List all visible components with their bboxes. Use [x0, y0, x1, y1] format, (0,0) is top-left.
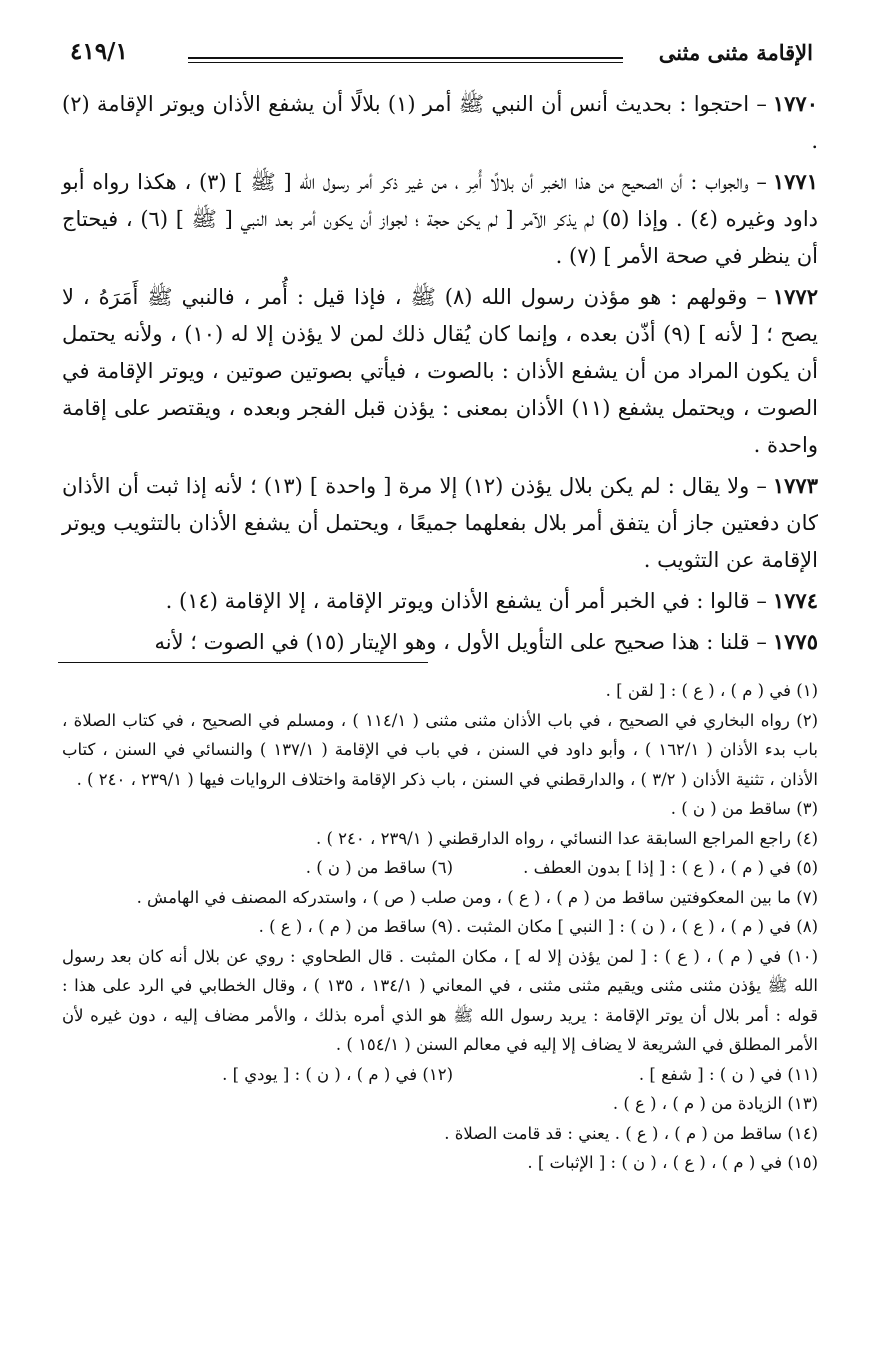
footnote-5: (٥) في ( م ) ، ( ع ) : [ إذا ] بدون العطف .	[523, 858, 818, 877]
footnote-3: (٣) ساقط من ( ن ) .	[670, 799, 818, 818]
paragraph-text: – قالوا : في الخبر أمر أن يشفع الأذان ويوتر الإقامة ، إلا الإقامة (١٤) .	[165, 589, 767, 613]
footnote-9: (٩) ساقط من ( م ) ، ( ع ) .	[258, 917, 453, 936]
paragraph-text: – قلنا : هذا صحيح على التأويل الأول ، وهو الإيتار (١٥) في الصوت ؛ لأنه	[154, 630, 767, 654]
paragraph-number: ١٧٧٠	[772, 91, 818, 116]
page-number: ٤١٩/١	[70, 38, 128, 65]
footnote-pair	[62, 912, 818, 942]
footnote-2: (٢) رواه البخاري في الصحيح ، في باب الأذان مثنى مثنى ( ١١٤/١ ) ، ومسلم في الصحيح ، في كتاب الصلاة ، باب بدء الأذان ( ١٦٢/١ ) ، وأبو داود في السنن ، في باب في الإقامة ( ١٣٧/١ ) والنسائي في السنن ، كتاب الأذان ، تثنية الأذان ( ٣/٢ ) ، والدارقطني في السنن ، باب ذكر الإقامة واختلاف الروايات فيها ( ٢٣٩/١ ، ٢٤٠ ) .	[62, 710, 818, 789]
footnote-11: (١١) في ( ن ) : [ شفع ] .	[638, 1064, 818, 1084]
footnote-6: (٦) ساقط من ( ن ) .	[305, 858, 453, 877]
footnote-separator	[58, 662, 428, 663]
header-rule	[188, 57, 623, 63]
footnote-15: (١٥) في ( م ) ، ( ع ) ، ( ن ) : [ الإثبات ] .	[527, 1153, 818, 1172]
page-header	[70, 36, 813, 80]
paragraph-1772	[62, 278, 818, 464]
paragraph-number: ١٧٧١	[772, 169, 818, 194]
running-title: الإقامة مثنى مثنى	[658, 40, 813, 65]
paragraph-text: – احتجوا : بحديث أنس أن النبي ﷺ أمر (١) بلالًا أن يشفع الأذان ويوتر الإقامة (٢) .	[62, 92, 818, 153]
footnote-4: (٤) راجع المراجع السابقة عدا النسائي ، رواه الدارقطني ( ٢٣٩/١ ، ٢٤٠ ) .	[316, 828, 818, 848]
paragraph-1770	[62, 85, 818, 160]
footnote-14: (١٤) ساقط من ( م ) ، ( ع ) . يعني : قد قامت الصلاة .	[444, 1123, 818, 1143]
paragraph-1771	[62, 163, 818, 275]
paragraph-number: ١٧٧٢	[772, 284, 818, 309]
main-text	[62, 85, 818, 664]
paragraph-number: ١٧٧٥	[772, 629, 818, 654]
paragraph-number: ١٧٧٤	[772, 588, 818, 613]
footnote-pair	[62, 853, 818, 883]
paragraph-text: – ولا يقال : لم يكن بلال يؤذن (١٢) إلا مرة [ واحدة ] (١٣) ؛ لأنه إذا ثبت أن الأذان كان دفعتين جاز أن يتفق أمر بلال بفعلهما جميعًا ، ويحتمل أن يشفع الأذان بالتثويب ويوتر الإقامة عن التثويب .	[62, 474, 818, 572]
footnotes	[62, 676, 818, 1178]
footnote-13: (١٣) الزيادة من ( م ) ، ( ع ) .	[612, 1094, 818, 1113]
footnote-pair	[62, 1060, 818, 1090]
footnote-12: (١٢) في ( م ) ، ( ن ) : [ يودي ] .	[222, 1064, 453, 1084]
footnote-7: (٧) ما بين المعكوفتين ساقط من ( م ) ، ( ع ) ، ومن صلب ( ص ) ، واستدركه المصنف في الهامش .	[136, 887, 818, 907]
paragraph-number: ١٧٧٣	[772, 473, 818, 498]
paragraph-1773	[62, 467, 818, 579]
paragraph-text: – وقولهم : هو مؤذن رسول الله (٨) ﷺ ، فإذا قيل : أُمر ، فالنبي ﷺ أَمَرَهُ ، لا يصح ؛ [ لأنه ] (٩) أذّن بعده ، وإنما كان يُقال ذلك لمن لا يؤذن إلا له (١٠) ، ولأنه يحتمل أن يكون المراد من أن يشفع الأذان : بالصوت ، فيأتي بصوتين صوتين ، ويوتر الإقامة في الصوت ، ويحتمل يشفع (١١) الأذان بمعنى : يؤذن قبل الفجر وبعده ، ويقتصر على إقامة واحدة .	[62, 285, 818, 457]
paragraph-1774	[62, 582, 818, 620]
paragraph-1775	[62, 623, 818, 661]
footnote-1: (١) في ( م ) ، ( ع ) : [ لقن ] .	[605, 681, 818, 700]
footnote-8: (٨) في ( م ) ، ( ع ) ، ( ن ) : [ النبي ] مكان المثبت .	[456, 917, 818, 936]
paragraph-text: – والجواب : أن الصحيح من هذا الخبر أن بلالًا أُمِر ، من غير ذكر أمر رسول الله [ ﷺ ] (٣) ، هكذا رواه أبو داود وغيره (٤) . وإذا (٥) لم يذكر الآمر [ لم يكن حجة ؛ لجواز أن يكون أمر بعد النبي [ ﷺ ] (٦) ، فيحتاج أن ينظر في صحة الأمر ] (٧) .	[62, 170, 819, 268]
footnote-10: (١٠) في ( م ) ، ( ع ) : [ لمن يؤذن إلا له ] ، مكان المثبت . قال الطحاوي : روي عن بلال أنه كان بعد رسول الله ﷺ يؤذن مثنى مثنى ويقيم مثنى مثنى ، في المعاني ( ١٣٤/١ ، ١٣٥ ) ، وقال الخطابي في الرد على هذا : قوله : أمر بلال أن يوتر الإقامة : يريد رسول الله ﷺ هو الذي أمره بذلك ، والأمر مضاف إليه ، دون غيره لأن الأمر المطلق في الشريعة لا يضاف إلا إليه في معالم السنن ( ١٥٤/١ ) .	[62, 946, 818, 1054]
